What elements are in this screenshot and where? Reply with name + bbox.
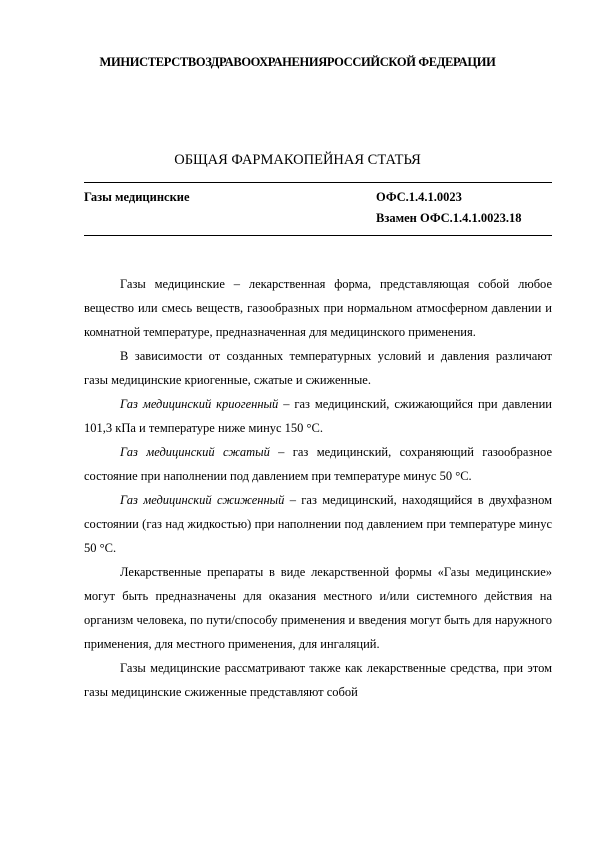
paragraph-cryogenic [84, 392, 552, 440]
replaces-code: Взамен ОФС.1.4.1.0023.18 [376, 211, 522, 225]
paragraph-preparations: Лекарственные препараты в виде лекарственной формы «Газы медицинские» могут быть предназначены для оказания местного и/или системного действия на организм человека, по пути/способу применения и введения могут быть для наружного применения, для местного применения, для ингаляций. [84, 565, 552, 651]
definition-compressed: – газ медицинский, сохраняющий газообразное состояние при наполнении под давлением при температуре минус 50 °С. [84, 445, 552, 483]
bottom-divider [84, 235, 552, 236]
term-liquefied: Газ медицинский сжиженный [120, 493, 285, 507]
article-name: Газы медицинские [84, 190, 190, 204]
definition-cryogenic: – газ медицинский, сжижающийся при давлении 101,3 кПа и температуре ниже минус 150 °С. [84, 397, 552, 435]
paragraph-liquefied [84, 488, 552, 560]
term-compressed: Газ медицинский сжатый [120, 445, 270, 459]
definition-liquefied: – газ медицинский, находящийся в двухфазном состоянии (газ над жидкостью) при наполнении под давлением при температуре минус 50 °С. [84, 493, 552, 555]
document-title: ОБЩАЯ ФАРМАКОПЕЙНАЯ СТАТЬЯ [174, 152, 421, 168]
term-cryogenic: Газ медицинский криогенный [120, 397, 279, 411]
paragraph-drugs: Газы медицинские рассматривают также как лекарственные средства, при этом газы медицинские сжиженные представляют собой [84, 661, 552, 699]
article-code: ОФС.1.4.1.0023 [376, 190, 462, 204]
ministry-header: МИНИСТЕРСТВОЗДРАВООХРАНЕНИЯРОССИЙСКОЙ ФЕДЕРАЦИИ [99, 55, 496, 69]
paragraph-classification: В зависимости от созданных температурных условий и давления различают газы медицинские криогенные, сжатые и сжиженные. [84, 349, 552, 387]
top-divider [84, 182, 552, 183]
article-body [84, 272, 552, 704]
paragraph-definition: Газы медицинские – лекарственная форма, представляющая собой любое вещество или смесь веществ, газообразных при нормальном атмосферном давлении и комнатной температуре, предназначенная для медицинского применения. [84, 277, 552, 339]
paragraph-compressed [84, 440, 552, 488]
